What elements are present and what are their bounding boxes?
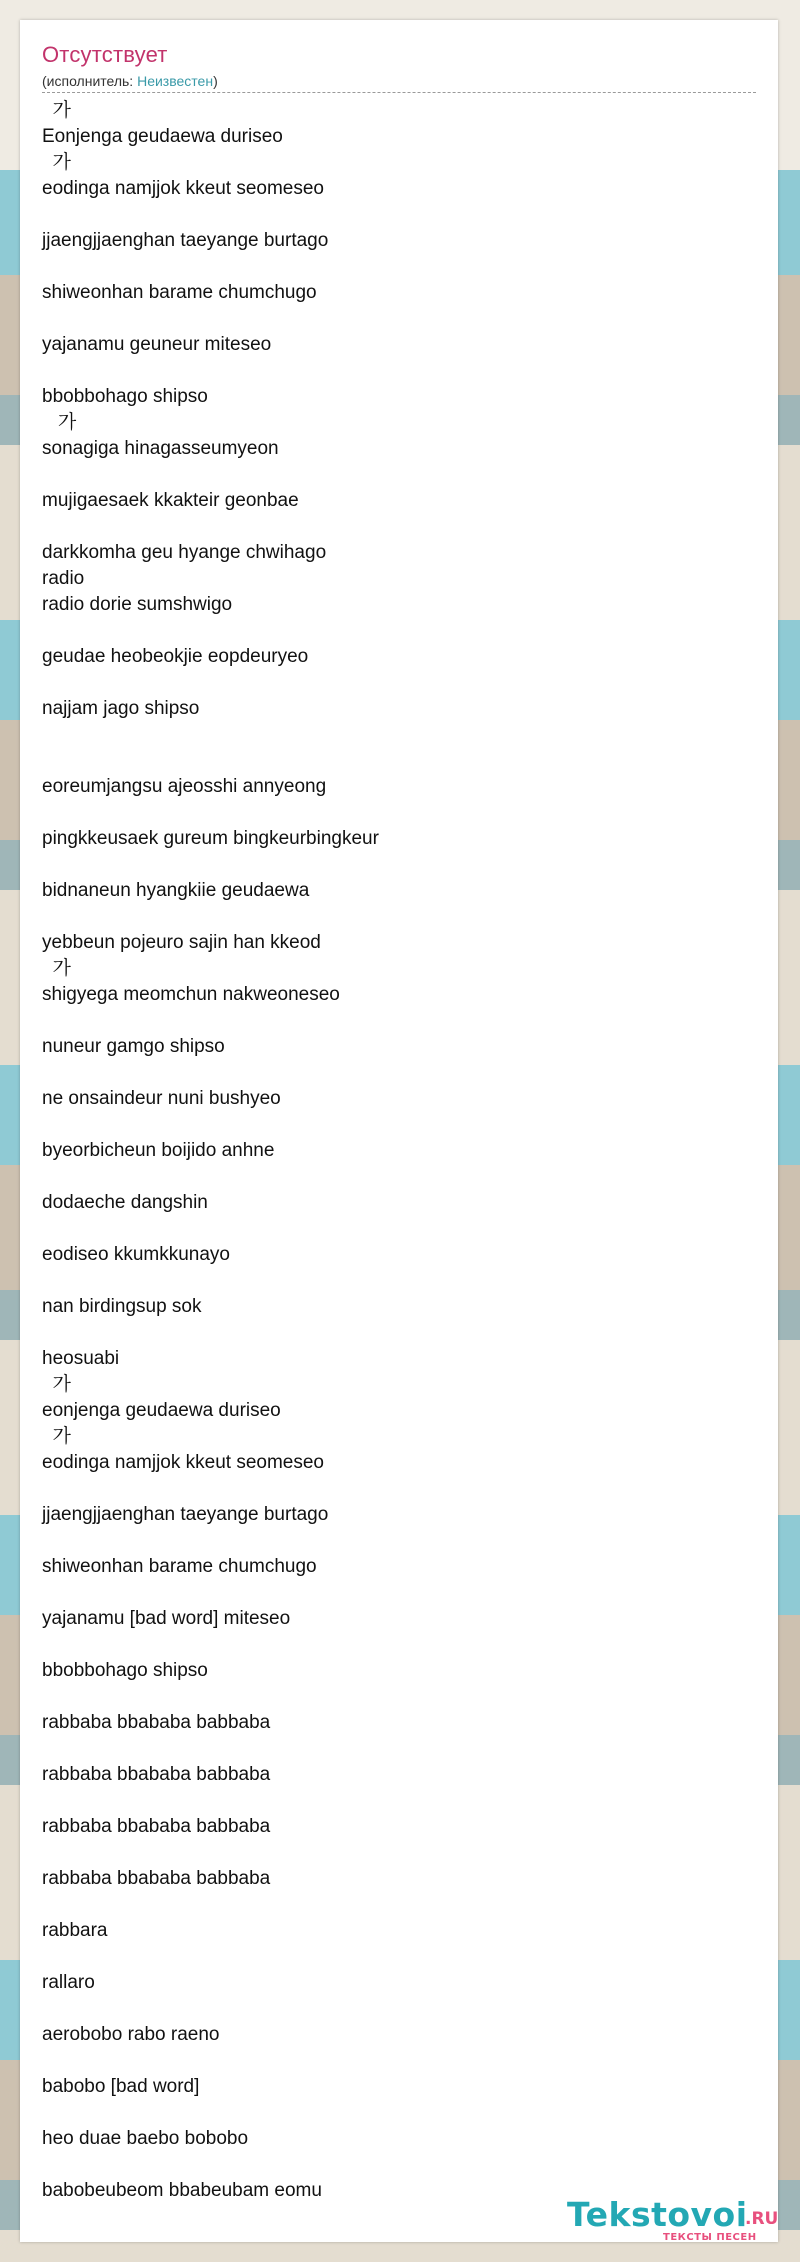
lyric-line: [42, 1892, 756, 1918]
lyric-line: [42, 1060, 756, 1086]
lyric-line: [42, 202, 756, 228]
lyric-line: [42, 1736, 756, 1762]
lyric-line: [42, 254, 756, 280]
lyric-line: rabbaba bbababa babbaba: [42, 1764, 271, 1785]
lyric-line: [42, 2100, 756, 2126]
lyric-line: bbobbohago shipso: [42, 386, 208, 407]
artist-link[interactable]: Неизвестен: [137, 73, 214, 89]
lyric-line: 가: [42, 100, 71, 121]
artist-line: [42, 73, 218, 89]
lyric-line: [42, 1632, 756, 1658]
lyric-line: geudae heobeokjie eopdeuryeo: [42, 646, 309, 667]
lyric-line: Eonjenga geudaewa duriseo: [42, 126, 283, 147]
lyric-line: shiweonhan barame chumchugo: [42, 1556, 317, 1577]
lyric-line: 가: [42, 958, 71, 979]
lyric-line: shiweonhan barame chumchugo: [42, 282, 317, 303]
lyric-line: [42, 670, 756, 696]
lyric-line: eodinga namjjok kkeut seomeseo: [42, 1452, 325, 1473]
lyric-line: [42, 1580, 756, 1606]
lyric-line: aerobobo rabo raeno: [42, 2024, 220, 2045]
lyric-line: shigyega meomchun nakweoneseo: [42, 984, 340, 1005]
lyric-line: dodaeche dangshin: [42, 1192, 208, 1213]
lyric-line: radio: [42, 568, 85, 589]
lyric-line: 가: [42, 1374, 71, 1395]
lyric-line: [42, 1528, 756, 1554]
lyric-line: [42, 1268, 756, 1294]
lyric-line: mujigaesaek kkakteir geonbae: [42, 490, 299, 511]
artist-prefix: (исполнитель:: [42, 73, 138, 89]
lyric-line: [42, 2048, 756, 2074]
logo-name: Tekstovoi: [567, 2195, 748, 2234]
artist-suffix: ): [213, 73, 218, 89]
lyric-line: [42, 2152, 756, 2178]
lyric-line: [42, 852, 756, 878]
lyric-line: jjaengjjaenghan taeyange burtago: [42, 230, 329, 251]
lyric-line: najjam jago shipso: [42, 698, 200, 719]
lyric-line: [42, 1840, 756, 1866]
lyric-line: [42, 1996, 756, 2022]
lyric-line: heo duae baebo bobobo: [42, 2128, 249, 2149]
lyric-line: rabbaba bbababa babbaba: [42, 1868, 271, 1889]
lyric-line: [42, 904, 756, 930]
lyric-line: [42, 1164, 756, 1190]
lyric-line: [42, 306, 756, 332]
lyric-line: [42, 1320, 756, 1346]
lyric-line: radio dorie sumshwigo: [42, 594, 233, 615]
lyric-line: rabbara: [42, 1920, 108, 1941]
lyric-line: pingkkeusaek gureum bingkeurbingkeur: [42, 828, 379, 849]
lyric-line: [42, 514, 756, 540]
title-divider: [42, 92, 756, 93]
lyric-line: rabbaba bbababa babbaba: [42, 1712, 271, 1733]
lyric-line: 가: [42, 1426, 71, 1447]
lyric-line: yajanamu geuneur miteseo: [42, 334, 272, 355]
lyric-line: bidnaneun hyangkiie geudaewa: [42, 880, 310, 901]
lyric-line: [42, 1476, 756, 1502]
site-logo[interactable]: [567, 2195, 792, 2247]
lyric-line: byeorbicheun boijido anhne: [42, 1140, 275, 1161]
lyric-line: rallaro: [42, 1972, 95, 1993]
lyric-line: [42, 748, 756, 774]
lyric-line: [42, 1008, 756, 1034]
lyric-line: yebbeun pojeuro sajin han kkeod: [42, 932, 321, 953]
lyric-line: [42, 1684, 756, 1710]
song-title: Отсутствует: [42, 42, 168, 67]
lyric-line: eonjenga geudaewa duriseo: [42, 1400, 281, 1421]
lyric-line: sonagiga hinagasseumyeon: [42, 438, 279, 459]
lyric-line: [42, 618, 756, 644]
logo-tld: .RU: [745, 2209, 779, 2229]
lyric-line: [42, 1944, 756, 1970]
lyric-line: babobeubeom bbabeubam eomu: [42, 2180, 322, 2201]
lyric-line: nan birdingsup sok: [42, 1296, 202, 1317]
logo-tagline: ТЕКСТЫ ПЕСЕН: [663, 2232, 757, 2243]
lyric-line: eodinga namjjok kkeut seomeseo: [42, 178, 325, 199]
lyric-line: yajanamu [bad word] miteseo: [42, 1608, 291, 1629]
lyric-line: [42, 800, 756, 826]
lyric-line: [42, 722, 756, 748]
lyric-line: heosuabi: [42, 1348, 120, 1369]
lyric-line: babobo [bad word]: [42, 2076, 200, 2097]
lyric-line: rabbaba bbababa babbaba: [42, 1816, 271, 1837]
lyric-line: nuneur gamgo shipso: [42, 1036, 225, 1057]
lyric-line: [42, 358, 756, 384]
lyric-line: [42, 1788, 756, 1814]
lyric-line: ne onsaindeur nuni bushyeo: [42, 1088, 281, 1109]
lyric-line: [42, 1112, 756, 1138]
lyrics-card: [20, 20, 778, 2242]
lyric-line: 가: [42, 152, 71, 173]
lyric-line: [42, 462, 756, 488]
lyrics-text: [42, 98, 756, 2204]
lyric-line: eodiseo kkumkkunayo: [42, 1244, 230, 1265]
lyric-line: [42, 1216, 756, 1242]
lyric-line: bbobbohago shipso: [42, 1660, 208, 1681]
lyric-line: darkkomha geu hyange chwihago: [42, 542, 327, 563]
lyric-line: jjaengjjaenghan taeyange burtago: [42, 1504, 329, 1525]
lyric-line: 가: [42, 412, 77, 433]
lyric-line: eoreumjangsu ajeosshi annyeong: [42, 776, 327, 797]
